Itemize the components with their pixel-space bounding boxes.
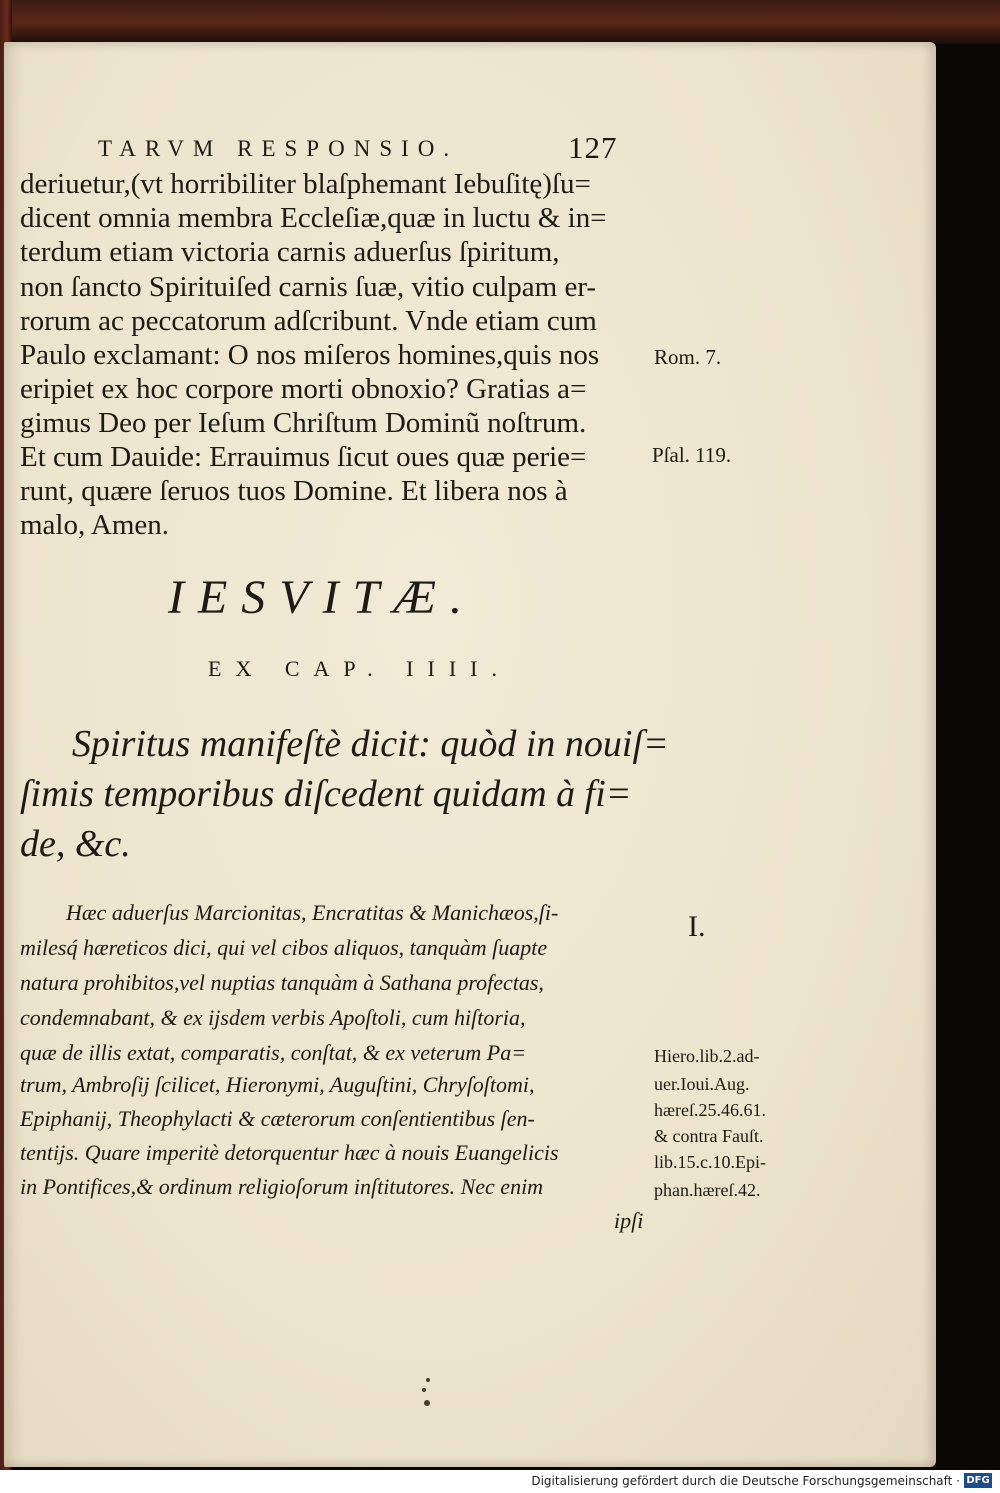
ink-speck-ornament xyxy=(420,1378,432,1408)
margin-reference-line: phan.hæreſ.42. xyxy=(654,1180,761,1200)
body-line: runt, quære ſeruos tuos Domine. Et libera nos à xyxy=(20,475,568,507)
margin-reference-line: uer.Ioui.Aug. xyxy=(654,1074,750,1094)
verse-line: ſimis temporibus diſcedent quidam à fi= xyxy=(20,773,632,815)
page-number: 127 xyxy=(568,130,618,165)
verse-line: de, &c. xyxy=(20,823,131,865)
body-line: eripiet ex hoc corpore morti obnoxio? Gratias a= xyxy=(20,373,587,405)
commentary-line: quæ de illis extat, comparatis, conſtat, & ex veterum Pa= xyxy=(20,1040,527,1065)
body-line: rorum ac peccatorum adſcribunt. Vnde etiam cum xyxy=(20,305,597,337)
body-line: Et cum Dauide: Errauimus ſicut oues quæ perie= xyxy=(20,441,587,473)
body-line: non ſancto Spirituiſed carnis ſuæ, vitio culpam er- xyxy=(20,271,597,303)
footer-credit: Digitalisierung gefördert durch die Deutsche Forschungsgemeinschaft · xyxy=(531,1474,960,1488)
catchword: ipſi xyxy=(614,1208,644,1233)
body-line: deriuetur,(vt horribiliter blaſphemant Iebuſitę)ſu= xyxy=(20,168,591,200)
body-line: gimus Deo per Ieſum Chriſtum Dominũ noſtrum. xyxy=(20,407,587,439)
verse-line: Spiritus manifeſtè dicit: quòd in nouiſ= xyxy=(72,723,669,765)
margin-reference-line: lib.15.c.10.Epi- xyxy=(654,1152,766,1172)
dfg-logo-icon: DFG xyxy=(964,1473,992,1488)
margin-note-rom: Rom. 7. xyxy=(654,345,722,369)
body-line: dicent omnia membra Eccleſiæ,quæ in luctu & in= xyxy=(20,202,607,234)
commentary-line: condemnabant, & ex ijsdem verbis Apoſtoli, cum hiſtoria, xyxy=(20,1005,526,1030)
margin-reference-line: Hiero.lib.2.ad- xyxy=(654,1046,760,1066)
section-heading: IESVITÆ. xyxy=(168,571,476,624)
chapter-heading: EX CAP. IIII. xyxy=(208,656,511,681)
margin-note-psal: Pſal. 119. xyxy=(652,443,732,467)
running-head xyxy=(98,130,638,165)
commentary-line: in Pontifices,& ordinum religioſorum inſtitutores. Nec enim xyxy=(20,1174,544,1199)
commentary-line: Hæc aduerſus Marcionitas, Encratitas & Manichæos,ſi- xyxy=(66,900,559,925)
running-head-title: TARVM RESPONSIO. xyxy=(98,136,459,161)
commentary-number: I. xyxy=(688,910,706,943)
body-line: terdum etiam victoria carnis aduerſus ſpiritum, xyxy=(20,236,560,268)
body-line: malo, Amen. xyxy=(20,509,170,541)
margin-reference-line: & contra Fauſt. xyxy=(654,1126,764,1146)
commentary-line: Epiphanij, Theophylacti & cæterorum conſentientibus ſen- xyxy=(20,1106,535,1131)
commentary-line: natura prohibitos,vel nuptias tanquàm à Sathana profectas, xyxy=(20,970,544,995)
commentary-line: trum, Ambroſij ſcilicet, Hieronymi, Auguſtini, Chryſoſtomi, xyxy=(20,1072,535,1097)
book-edge-top xyxy=(0,0,1000,44)
margin-reference-line: hæreſ.25.46.61. xyxy=(654,1100,766,1120)
body-line: Paulo exclamant: O nos miſeros homines,quis nos xyxy=(20,339,600,371)
commentary-line: milesq́ hæreticos dici, qui vel cibos aliquos, tanquàm ſuapte xyxy=(20,935,548,960)
commentary-line: tentijs. Quare imperitè detorquentur hæc à nouis Euangelicis xyxy=(20,1140,559,1165)
